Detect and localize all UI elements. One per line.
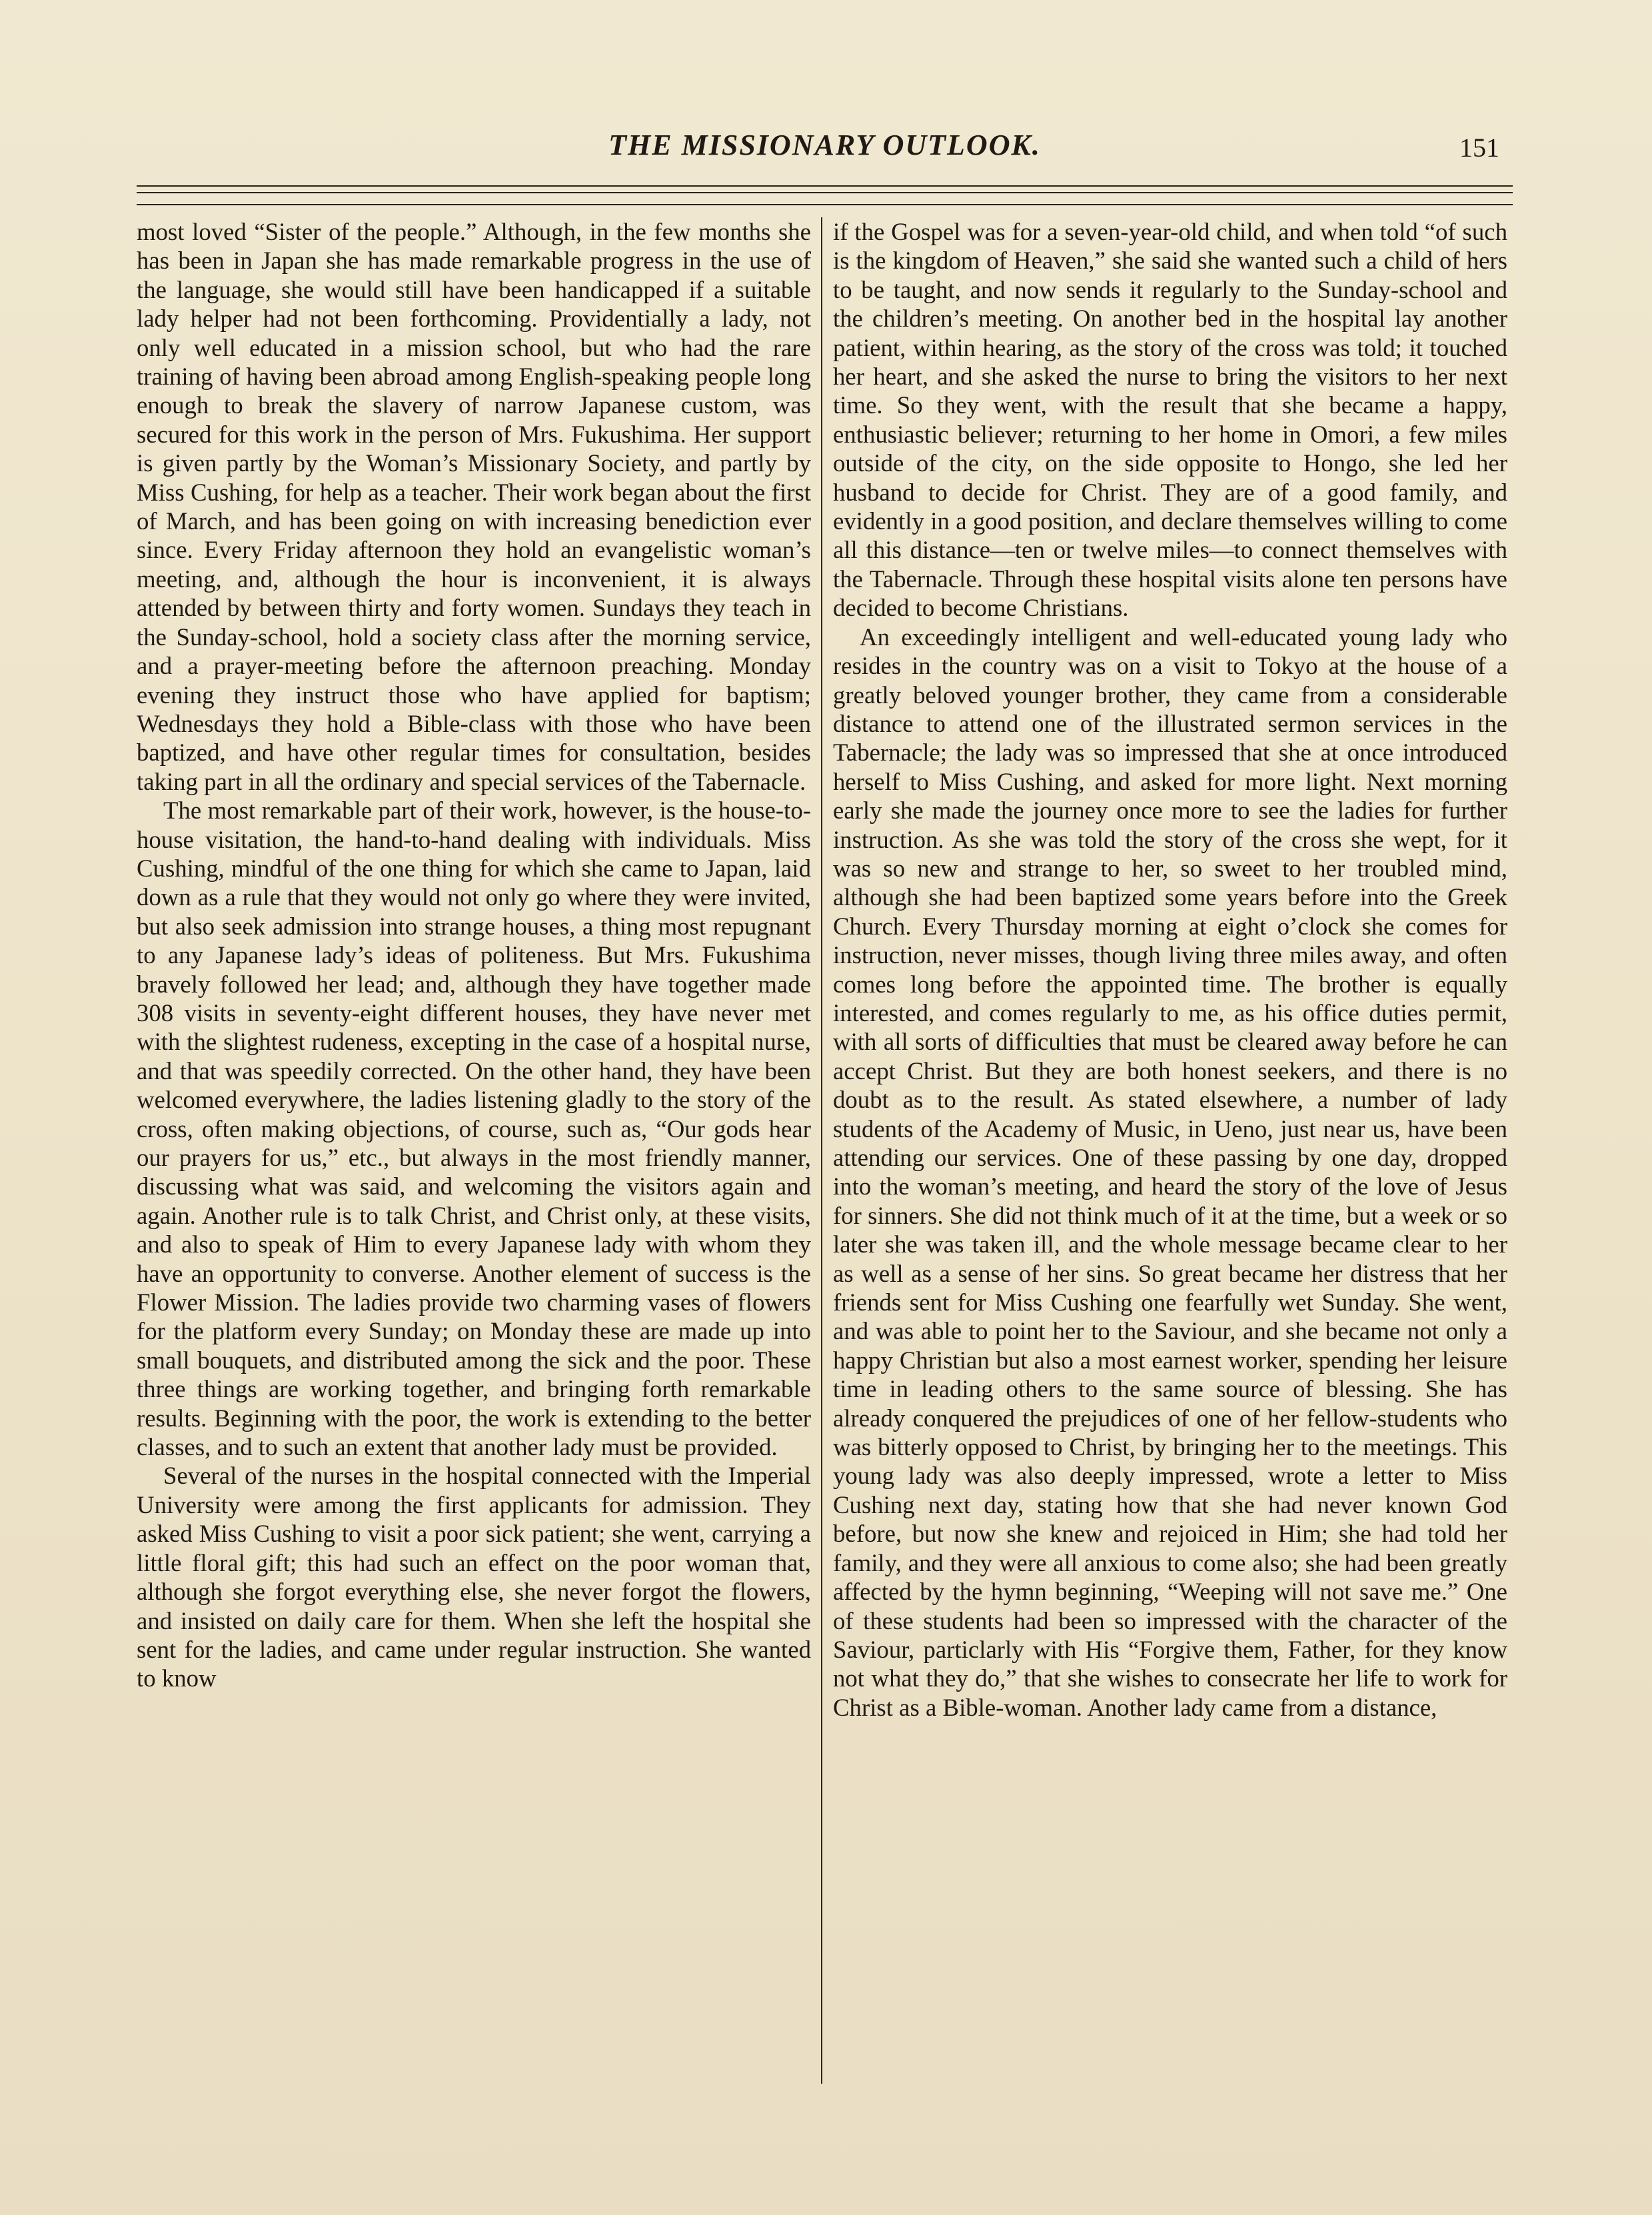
column-divider	[821, 217, 822, 2084]
left-column	[137, 217, 811, 2097]
right-column	[833, 217, 1507, 2097]
paragraph: An exceedingly intelligent and well-educated young lady who resides in the country was on a visit to Tokyo at the house of a greatly beloved younger brother, they came from a considerable distance to attend one of the illustrated sermon services in the Tabernacle; the lady was so impressed that she at once introduced herself to Miss Cushing, and asked for more light. Next morning early she made the journey once more to see the ladies for further instruction. As she was told the story of the cross she wept, for it was so new and strange to her, so sweet to her troubled mind, although she had been baptized some years before into the Greek Church. Every Thursday morning at eight o’clock she comes for instruction, never misses, though living three miles away, and often comes long before the appointed time. The brother is equally interested, and comes regularly to me, as his office duties permit, with all sorts of difficulties that must be cleared away before he can accept Christ. But they are both honest seekers, and there is no doubt as to the result. As stated elsewhere, a number of lady students of the Academy of Music, in Ueno, just near us, have been attending our services. One of these passing by one day, dropped into the woman’s meeting, and heard the story of the love of Jesus for sinners. She did not think much of it at the time, but a week or so later she was taken ill, and the whole message became clear to her as well as a sense of her sins. So great became her distress that her friends sent for Miss Cushing one fearfully wet Sunday. She went, and was able to point her to the Saviour, and she became not only a happy Christian but also a most earnest worker, spending her leisure time in leading others to the same source of blessing. She has already conquered the prejudices of one of her fellow-students who was bitterly opposed to Christ, by bringing her to the meetings. This young lady was also deeply impressed, wrote a letter to Miss Cushing next day, stating how that she had never known God before, but now she knew and rejoiced in Him; she had told her family, and they were all anxious to come also; she had been greatly affected by the hymn beginning, “Weeping will not save me.” One of these students had been so impressed with the character of the Saviour, particlarly with His “Forgive them, Father, for they know not what they do,” that she wishes to consecrate her life to work for Christ as a Bible-woman. Another lady came from a distance,	[833, 623, 1507, 1721]
paragraph: The most remarkable part of their work, however, is the house-to-house visitation, the hand-to-hand dealing with individuals. Miss Cushing, mindful of the one thing for which she came to Japan, laid down as a rule that they would not only go where they were invited, but also seek admission into strange houses, a thing most repugnant to any Japanese lady’s ideas of politeness. But Mrs. Fukushima bravely followed her lead; and, although they have together made 308 visits in seventy-eight different houses, they have never met with the slightest rudeness, excepting in the case of a hospital nurse, and that was speedily corrected. On the other hand, they have been welcomed everywhere, the ladies listening gladly to the story of the cross, often making objections, of course, such as, “Our gods hear our prayers for us,” etc., but always in the most friendly manner, discussing what was said, and welcoming the visitors again and again. Another rule is to talk Christ, and Christ only, at these visits, and also to speak of Him to every Japanese lady with whom they have an opportunity to converse. Another element of success is the Flower Mission. The ladies provide two charming vases of flowers for the platform every Sunday; on Monday these are made up into small bouquets, and distributed among the sick and the poor. These three things are working together, and bringing forth remarkable results. Beginning with the poor, the work is extending to the better classes, and to such an extent that another lady must be provided.	[137, 797, 811, 1461]
header-rule-top	[137, 185, 1513, 187]
paragraph: if the Gospel was for a seven-year-old child, and when told “of such is the kingdom of Heaven,” she said she wanted such a child of hers to be taught, and now sends it regularly to the Sunday-school and the children’s meeting. On another bed in the hospital lay another patient, within hearing, as the story of the cross was told; it touched her heart, and she asked the nurse to bring the visitors to her next time. So they went, with the result that she became a happy, enthusiastic believer; returning to her home in Omori, a few miles outside of the city, on the side opposite to Hongo, she led her husband to decide for Christ. They are of a good family, and evidently in a good position, and declare themselves willing to come all this distance—ten or twelve miles—to connect themselves with the Tabernacle. Through these hospital visits alone ten persons have decided to become Christians.	[833, 218, 1507, 622]
journal-title: THE MISSIONARY OUTLOOK.	[608, 129, 1041, 161]
running-header	[137, 128, 1513, 175]
paragraph: Several of the nurses in the hospital connected with the Imperial University were among the first applicants for admission. They asked Miss Cushing to visit a poor sick patient; she went, carrying a little floral gift; this had such an effect on the poor woman that, although she forgot everything else, she never forgot the flowers, and insisted on daily care for them. When she left the hospital she sent for the ladies, and came under regular instruction. She wanted to know	[137, 1462, 811, 1692]
page-number: 151	[1459, 133, 1499, 163]
header-rule-middle	[137, 192, 1513, 193]
paragraph: most loved “Sister of the people.” Although, in the few months she has been in Japan she has made remarkable progress in the use of the language, she would still have been handicapped if a suitable lady helper had not been forthcoming. Providentially a lady, not only well educated in a mission school, but who had the rare training of having been abroad among English-speaking people long enough to break the slavery of narrow Japanese custom, was secured for this work in the person of Mrs. Fukushima. Her support is given partly by the Woman’s Missionary Society, and partly by Miss Cushing, for help as a teacher. Their work began about the first of March, and has been going on with increasing benediction ever since. Every Friday afternoon they hold an evangelistic woman’s meeting, and, although the hour is inconvenient, it is always attended by between thirty and forty women. Sundays they teach in the Sunday-school, hold a society class after the morning service, and a prayer-meeting before the afternoon preaching. Monday evening they instruct those who have applied for baptism; Wednesdays they hold a Bible-class with those who have been baptized, and have other regular times for consultation, besides taking part in all the ordinary and special services of the Tabernacle.	[137, 218, 811, 795]
header-rule-bottom	[137, 204, 1513, 205]
